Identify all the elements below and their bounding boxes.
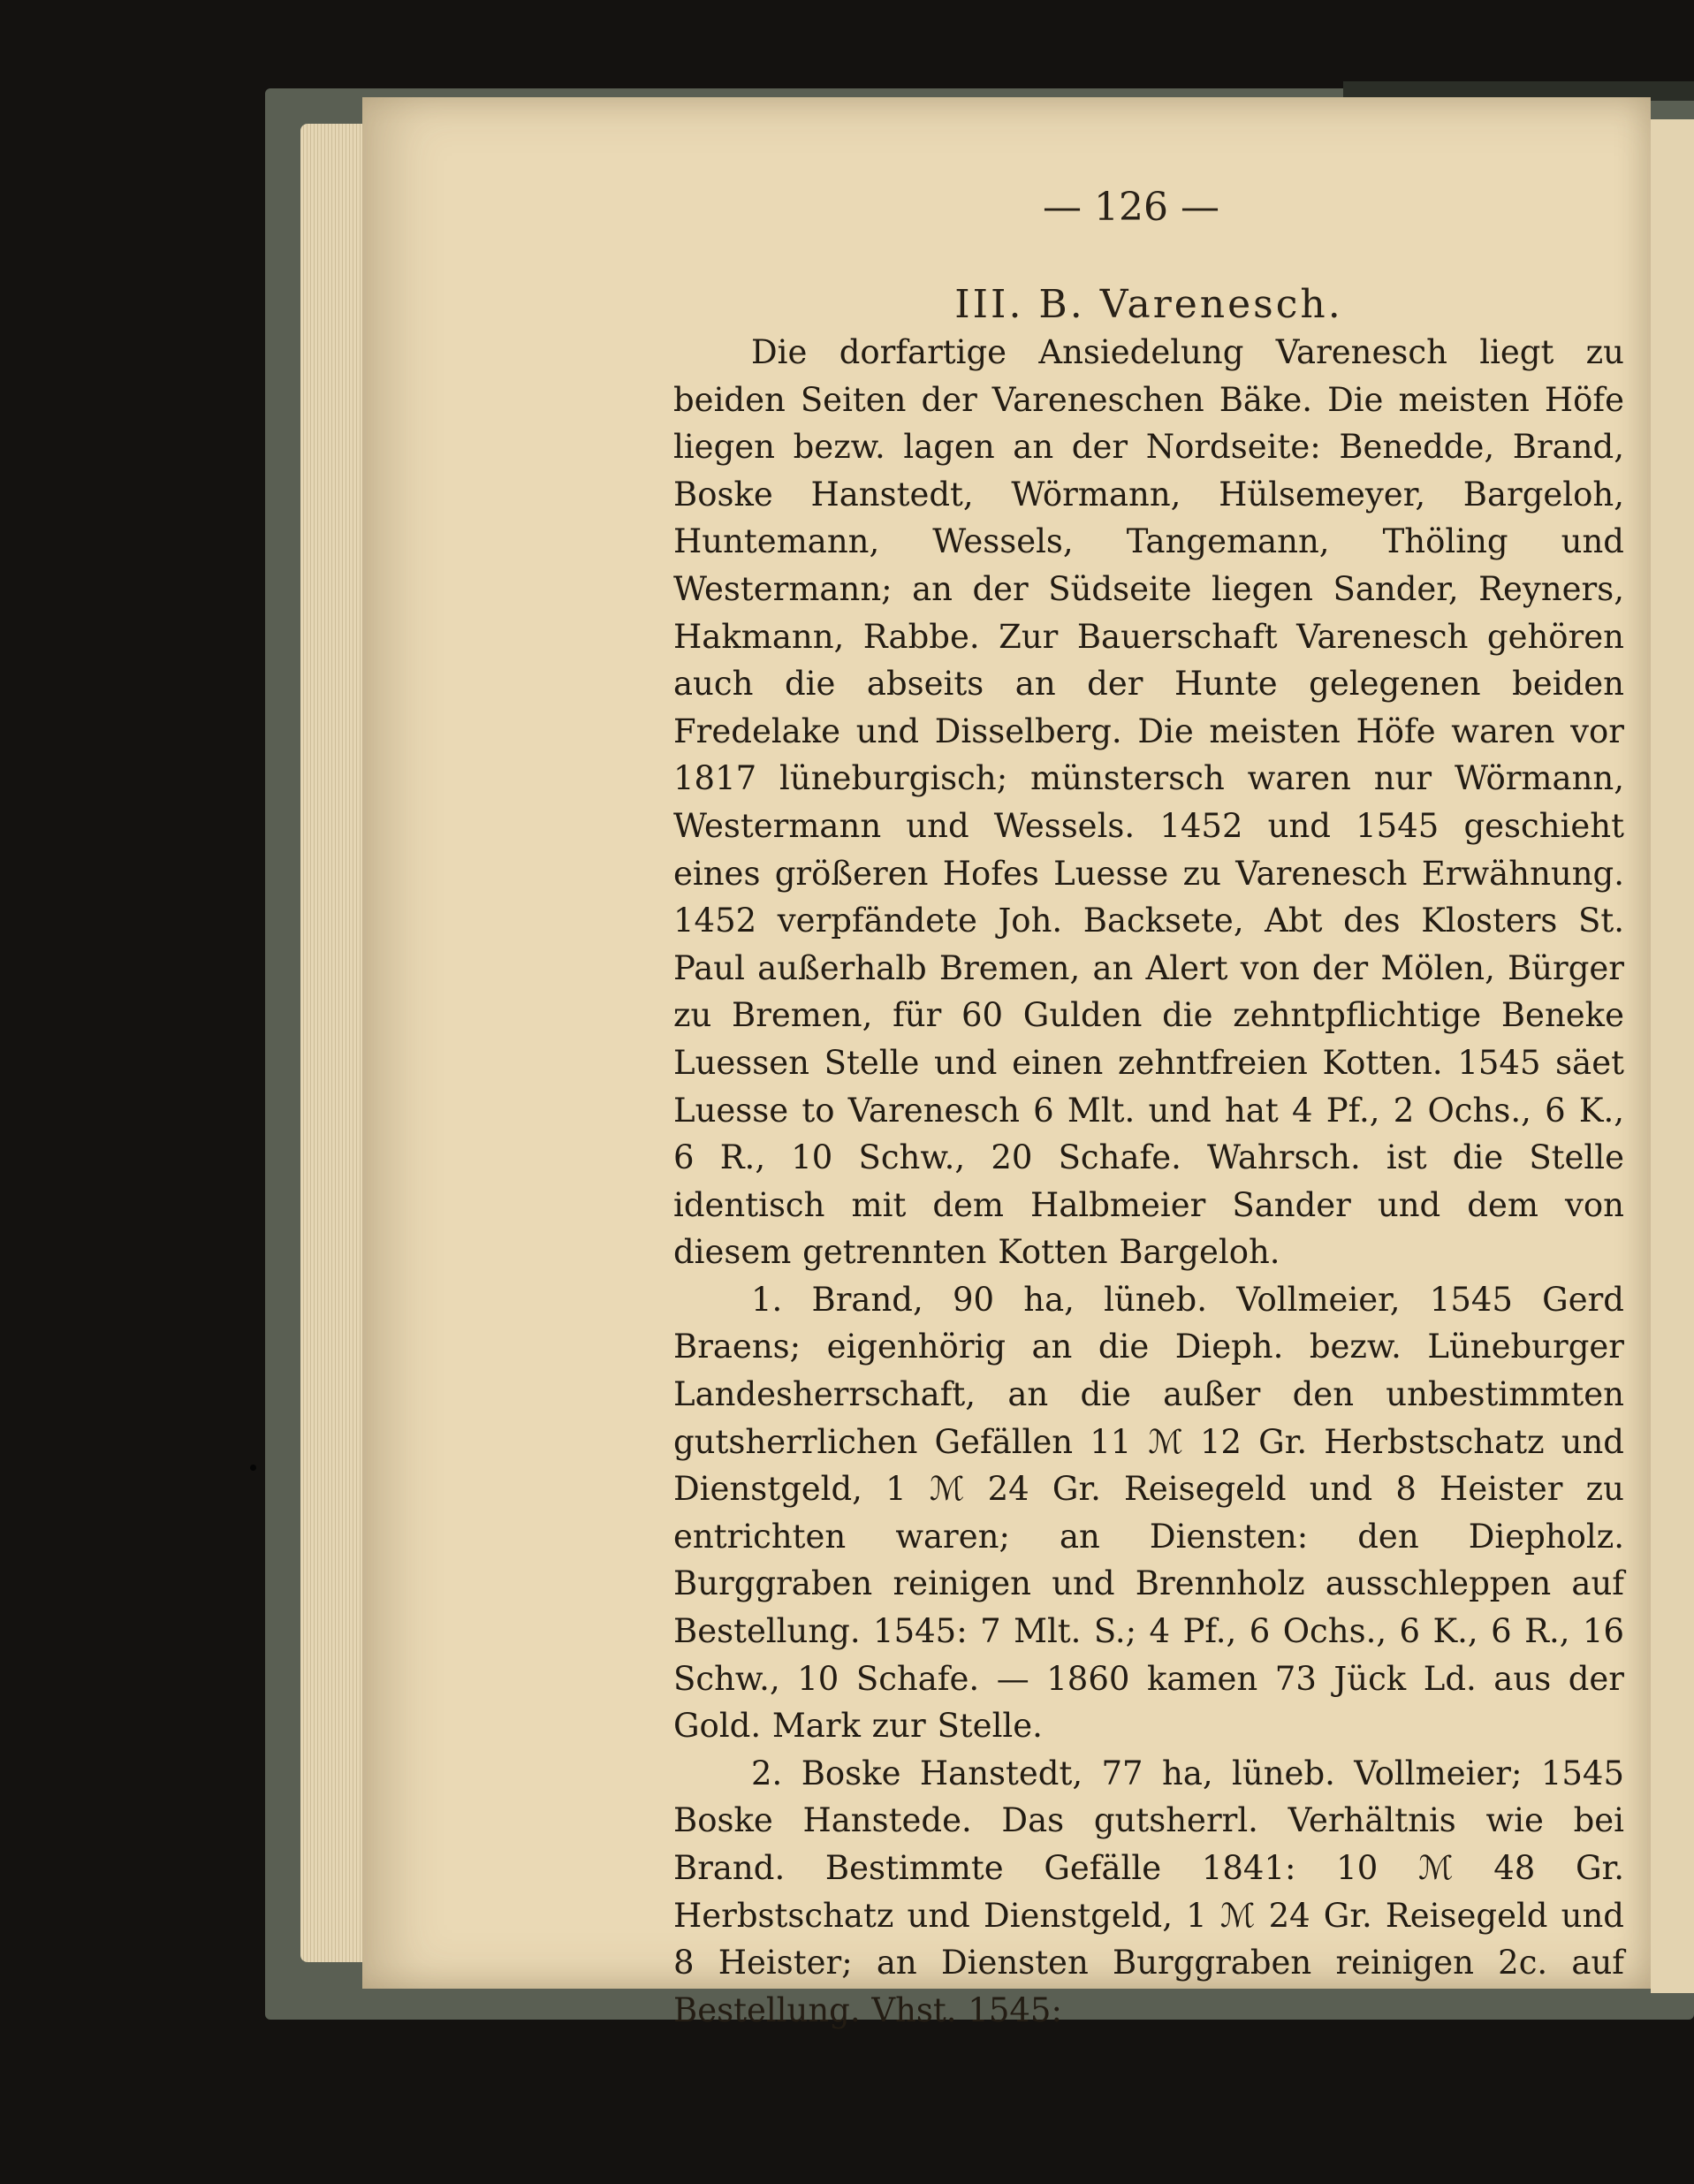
- stray-mark: [250, 1465, 256, 1471]
- paragraph-boske-hanstedt: 2. Boske Hanstedt, 77 ha, lüneb. Vollmeier; 1545 Boske Hanstede. Das gutsherrl. Verhältnis wie bei Brand. Bestimmte Gefälle 1841: 10 ℳ 48 Gr. Herbstschatz und Dienstgeld, 1 ℳ 24 Gr. Reisegeld und 8 Heister; an Diensten Burggraben reinigen 2c. auf Bestellung. Vhst. 1545:: [673, 1754, 1624, 2029]
- section-heading: III. B. Varenesch.: [954, 282, 1343, 327]
- body-text: [673, 329, 1624, 2029]
- facing-page-edge: [1651, 119, 1694, 1993]
- page-number: — 126 —: [1043, 185, 1219, 230]
- paragraph-intro: Die dorfartige Ansiedelung Varenesch liegt zu beiden Seiten der Vareneschen Bäke. Die meisten Höfe liegen bezw. lagen an der Nordseite: Benedde, Brand, Boske Hanstedt, Wörmann, Hülsemeyer, Bargeloh, Huntemann, Wessels, Tangemann, Thöling und Westermann; an der Südseite liegen Sander, Reyners, Hakmann, Rabbe. Zur Bauerschaft Varenesch gehören auch die abseits an der Hunte gelegenen beiden Fredelake und Disselberg. Die meisten Höfe waren vor 1817 lüneburgisch; münstersch waren nur Wörmann, Westermann und Wessels. 1452 und 1545 geschieht eines größeren Hofes Luesse zu Varenesch Erwähnung. 1452 verpfändete Joh. Backsete, Abt des Klosters St. Paul außerhalb Bremen, an Alert von der Mölen, Bürger zu Bremen, für 60 Gulden die zehntpflichtige Beneke Luessen Stelle und einen zehntfreien Kotten. 1545 säet Luesse to Varenesch 6 Mlt. und hat 4 Pf., 2 Ochs., 6 K., 6 R., 10 Schw., 20 Schafe. Wahrsch. ist die Stelle identisch mit dem Halbmeier Sander und dem von diesem getrennten Kotten Bargeloh.: [673, 333, 1624, 1272]
- paragraph-brand: 1. Brand, 90 ha, lüneb. Vollmeier, 1545 Gerd Braens; eigenhörig an die Dieph. bezw. Lüneburger Landesherrschaft, an die außer den unbestimmten gutsherrlichen Gefällen 11 ℳ 12 Gr. Herbstschatz und Dienstgeld, 1 ℳ 24 Gr. Reisegeld und 8 Heister zu entrichten waren; an Diensten: den Diepholz. Burggraben reinigen und Brennholz ausschleppen auf Bestellung. 1545: 7 Mlt. S.; 4 Pf., 6 Ochs., 6 K., 6 R., 16 Schw., 10 Schafe. — 1860 kamen 73 Jück Ld. aus der Gold. Mark zur Stelle.: [673, 1280, 1624, 1746]
